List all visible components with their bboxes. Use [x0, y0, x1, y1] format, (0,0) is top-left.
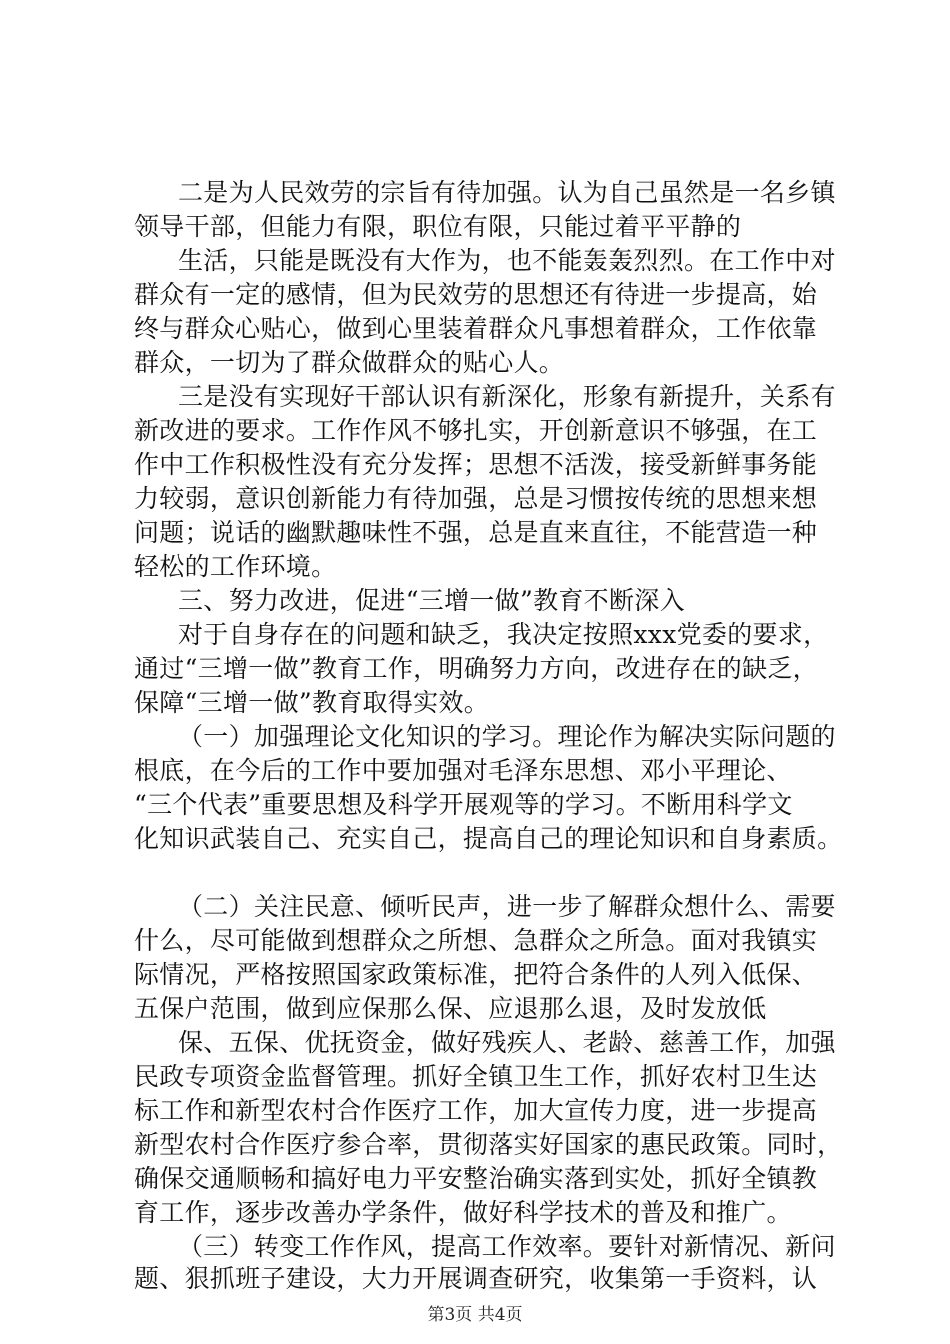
text-line: “三个代表”重要思想及科学开展观等的学习。不断用科学文 — [134, 790, 793, 819]
text-line: 新型农村合作医疗参合率，贯彻落实好国家的惠民政策。同时， — [134, 1130, 843, 1159]
text-line: 作中工作积极性没有充分发挥；思想不活泼，接受新鲜事务能 — [134, 450, 818, 479]
text-line: 保、五保、优抚资金，做好残疾人、老龄、慈善工作，加强 — [178, 1028, 836, 1057]
text-line: 什么，尽可能做到想群众之所想、急群众之所急。面对我镇实 — [134, 926, 818, 955]
text-line: 群众，一切为了群众做群众的贴心人。 — [134, 348, 565, 377]
text-line: 保障“三增一做”教育取得实效。 — [134, 688, 490, 717]
text-line: 力较弱，意识创新能力有待加强，总是习惯按传统的思想来想 — [134, 484, 818, 513]
text-line: 轻松的工作环境。 — [134, 552, 337, 581]
text-line: 三是没有实现好干部认识有新深化，形象有新提升，关系有 — [178, 382, 836, 411]
text-line: 问题；说话的幽默趣味性不强，总是直来直往，不能营造一种 — [134, 518, 818, 547]
text-line: 生活，只能是既没有大作为，也不能轰轰烈烈。在工作中对 — [178, 246, 836, 275]
text-line: 标工作和新型农村合作医疗工作，加大宣传力度，进一步提高 — [134, 1096, 818, 1125]
text-line: 通过“三增一做”教育工作，明确努力方向，改进存在的缺乏， — [134, 654, 818, 683]
text-line: 领导干部，但能力有限，职位有限，只能过着平平静的 — [134, 212, 742, 241]
text-line: 化知识武装自己、充实自己，提高自己的理论知识和自身素质。 — [134, 824, 843, 853]
text-line: 题、狠抓班子建设，大力开展调查研究，收集第一手资料，认 — [134, 1264, 818, 1293]
text-line: 际情况，严格按照国家政策标准，把符合条件的人列入低保、 — [134, 960, 818, 989]
text-line: 育工作，逐步改善办学条件，做好科学技术的普及和推广。 — [134, 1198, 792, 1227]
text-line: 二是为人民效劳的宗旨有待加强。认为自己虽然是一名乡镇 — [178, 178, 836, 207]
text-line: 民政专项资金监督管理。抓好全镇卫生工作，抓好农村卫生达 — [134, 1062, 818, 1091]
text-line: 根底，在今后的工作中要加强对毛泽东思想、邓小平理论、 — [134, 756, 792, 785]
section-heading: 三、努力改进，促进“三增一做”教育不断深入 — [178, 586, 685, 615]
text-line: 确保交通顺畅和搞好电力平安整治确实落到实处，抓好全镇教 — [134, 1164, 818, 1193]
text-line: 终与群众心贴心，做到心里装着群众凡事想着群众，工作依靠 — [134, 314, 818, 343]
text-line: （三）转变工作作风，提高工作效率。要针对新情况、新问 — [178, 1232, 836, 1261]
text-line: （二）关注民意、倾听民声，进一步了解群众想什么、需要 — [178, 892, 836, 921]
text-line: 群众有一定的感情，但为民效劳的思想还有待进一步提高，始 — [134, 280, 818, 309]
text-line: （一）加强理论文化知识的学习。理论作为解决实际问题的 — [178, 722, 836, 751]
text-line: 新改进的要求。工作作风不够扎实，开创新意识不够强，在工 — [134, 416, 818, 445]
text-line: 对于自身存在的问题和缺乏，我决定按照xxx党委的要求， — [178, 620, 829, 649]
page-number: 第3页 共4页 — [427, 1305, 523, 1325]
text-line: 五保户范围，做到应保那么保、应退那么退，及时发放低 — [134, 994, 767, 1023]
